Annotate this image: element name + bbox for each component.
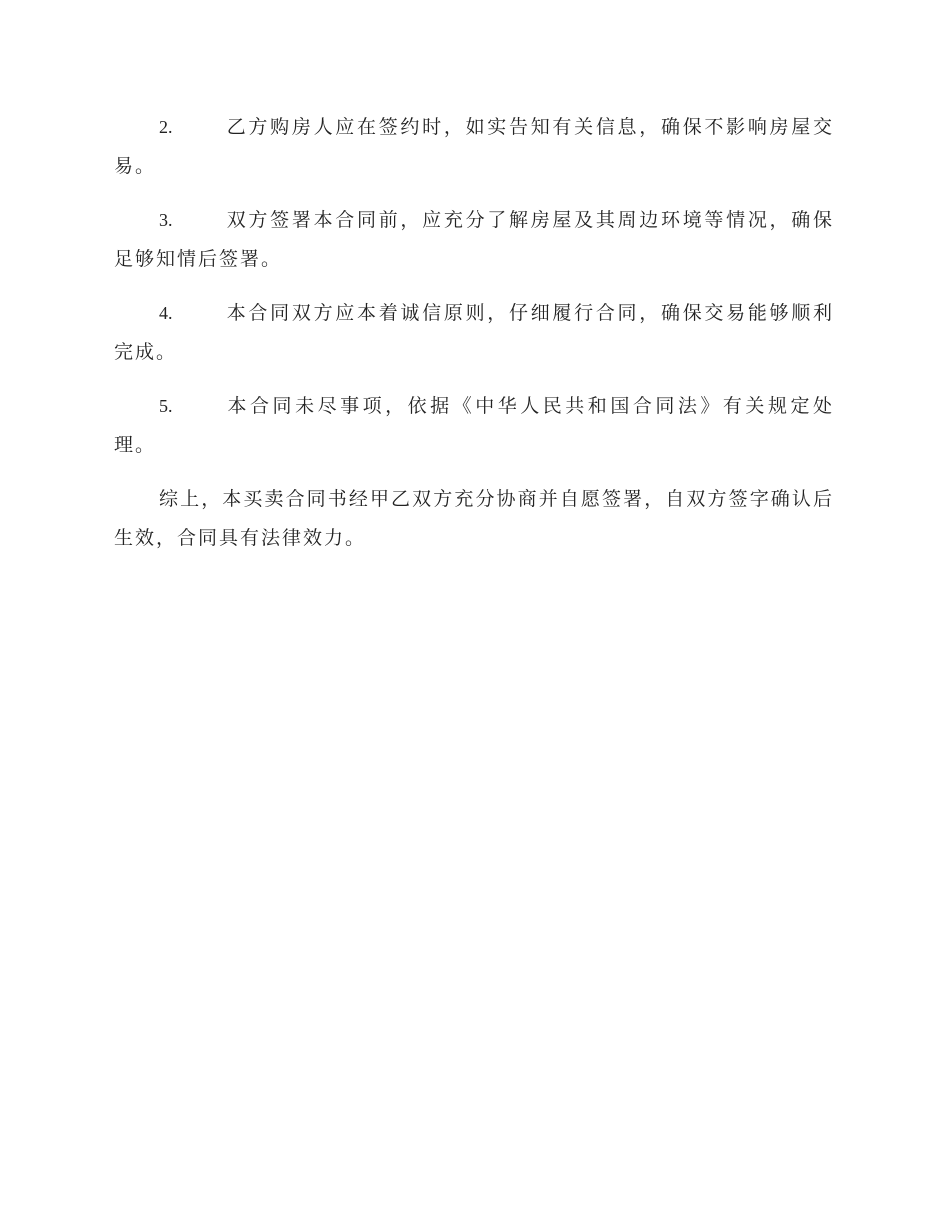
clause-text: 本合同未尽事项，依据《中华人民共和国合同法》有关规定处理。: [114, 395, 834, 456]
clause-item: [114, 108, 834, 186]
clause-item: [114, 387, 834, 465]
clause-text: 双方签署本合同前，应充分了解房屋及其周边环境等情况，确保足够知情后签署。: [114, 209, 834, 270]
clause-number: 3.: [159, 210, 173, 230]
clause-text: 本合同双方应本着诚信原则，仔细履行合同，确保交易能够顺利完成。: [114, 302, 834, 363]
clause-number: 4.: [159, 303, 173, 323]
clause-item: [114, 201, 834, 279]
summary-paragraph: 综上，本买卖合同书经甲乙双方充分协商并自愿签署，自双方签字确认后生效，合同具有法律效力。: [114, 488, 834, 549]
clause-text: 乙方购房人应在签约时，如实告知有关信息，确保不影响房屋交易。: [114, 116, 834, 177]
clause-number: 5.: [159, 396, 173, 416]
document-body: [114, 108, 834, 573]
clause-item: [114, 294, 834, 372]
clause-number: 2.: [159, 117, 173, 137]
